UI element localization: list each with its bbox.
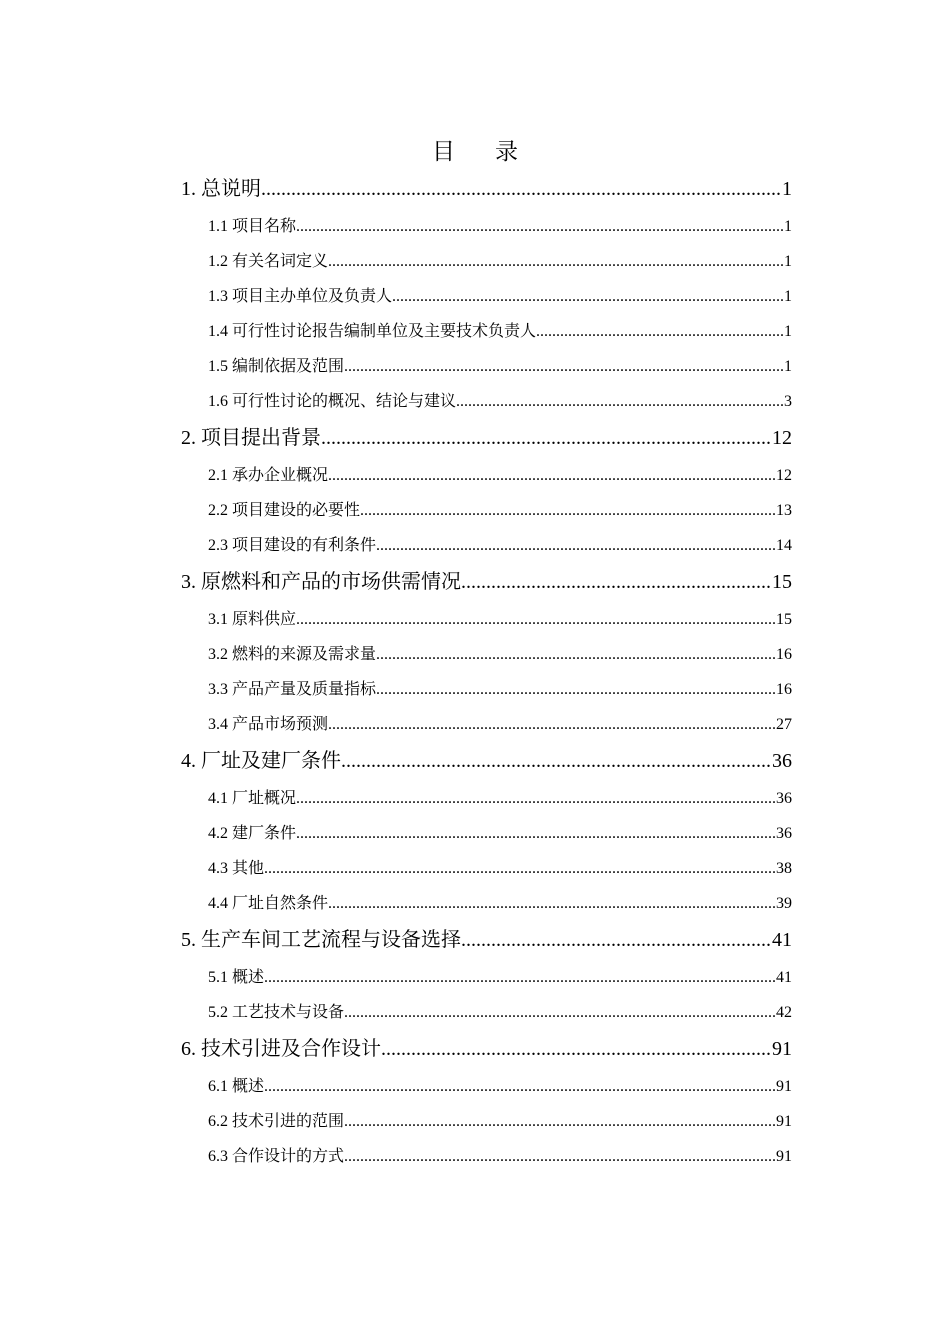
toc-page-number: 36 (776, 790, 792, 807)
toc-subsection-entry[interactable] (181, 672, 792, 707)
dot-leader (344, 1139, 776, 1174)
toc-subsection-entry[interactable] (181, 209, 792, 244)
toc-page-number: 1 (784, 288, 792, 305)
toc-subsection-entry[interactable] (181, 1069, 792, 1104)
dot-leader (321, 419, 772, 458)
toc-entry-label: 3. 原燃料和产品的市场供需情况 (181, 571, 461, 593)
toc-entry-label: 2.3 项目建设的有利条件 (208, 537, 377, 554)
toc-page-number: 36 (772, 750, 792, 772)
dot-leader (376, 672, 776, 707)
toc-subsection-entry[interactable] (181, 995, 792, 1030)
toc-entry-label: 1.3 项目主办单位及负责人 (208, 288, 393, 305)
toc-entry-label: 1. 总说明 (181, 178, 261, 200)
dot-leader (344, 1104, 776, 1139)
toc-page-number: 39 (776, 895, 792, 912)
dot-leader (328, 886, 776, 921)
dot-leader (456, 384, 784, 419)
toc-section-entry[interactable] (181, 170, 792, 209)
toc-page-number: 36 (776, 825, 792, 842)
toc-page-number: 38 (776, 860, 792, 877)
toc-page-number: 41 (772, 929, 792, 951)
toc-section-entry[interactable] (181, 419, 792, 458)
dot-leader (328, 244, 784, 279)
toc-entry-label: 4.1 厂址概况 (208, 790, 297, 807)
toc-entry-label: 4. 厂址及建厂条件 (181, 750, 341, 772)
toc-entry-label: 6. 技术引进及合作设计 (181, 1038, 381, 1060)
toc-entry-label: 5.1 概述 (208, 969, 265, 986)
table-of-contents (181, 170, 792, 1174)
toc-subsection-entry[interactable] (181, 528, 792, 563)
toc-section-entry[interactable] (181, 742, 792, 781)
toc-entry-label: 4.3 其他 (208, 860, 265, 877)
toc-subsection-entry[interactable] (181, 816, 792, 851)
toc-page-number: 1 (782, 178, 792, 200)
dot-leader (296, 602, 776, 637)
dot-leader (461, 563, 772, 602)
toc-entry-label: 3.1 原料供应 (208, 611, 297, 628)
toc-subsection-entry[interactable] (181, 637, 792, 672)
dot-leader (376, 637, 776, 672)
toc-entry-label: 3.3 产品产量及质量指标 (208, 681, 377, 698)
toc-page-number: 13 (776, 502, 792, 519)
toc-subsection-entry[interactable] (181, 960, 792, 995)
toc-entry-label: 1.4 可行性讨论报告编制单位及主要技术负责人 (208, 323, 537, 340)
toc-page-number: 1 (784, 358, 792, 375)
toc-section-entry[interactable] (181, 1030, 792, 1069)
toc-entry-label: 3.4 产品市场预测 (208, 716, 329, 733)
toc-entry-label: 3.2 燃料的来源及需求量 (208, 646, 377, 663)
toc-subsection-entry[interactable] (181, 1104, 792, 1139)
toc-page-number: 3 (784, 393, 792, 410)
toc-page-number: 91 (776, 1148, 792, 1165)
toc-entry-label: 6.3 合作设计的方式 (208, 1148, 345, 1165)
toc-entry-label: 6.1 概述 (208, 1078, 265, 1095)
dot-leader (264, 851, 776, 886)
toc-entry-label: 5. 生产车间工艺流程与设备选择 (181, 929, 461, 951)
toc-title-right: 录 (495, 139, 518, 164)
toc-page-number: 12 (772, 427, 792, 449)
toc-section-entry[interactable] (181, 921, 792, 960)
toc-page-number: 91 (776, 1113, 792, 1130)
toc-page-number: 42 (776, 1004, 792, 1021)
toc-page-number: 15 (772, 571, 792, 593)
dot-leader (392, 279, 784, 314)
toc-subsection-entry[interactable] (181, 851, 792, 886)
toc-subsection-entry[interactable] (181, 602, 792, 637)
dot-leader (296, 816, 776, 851)
toc-entry-label: 1.1 项目名称 (208, 218, 297, 235)
toc-page-number: 41 (776, 969, 792, 986)
dot-leader (344, 995, 776, 1030)
toc-page-number: 16 (776, 646, 792, 663)
toc-title-left: 目 (432, 139, 455, 164)
toc-page-number: 16 (776, 681, 792, 698)
toc-subsection-entry[interactable] (181, 458, 792, 493)
dot-leader (264, 960, 776, 995)
dot-leader (261, 170, 782, 209)
dot-leader (264, 1069, 776, 1104)
toc-subsection-entry[interactable] (181, 314, 792, 349)
toc-entry-label: 1.2 有关名词定义 (208, 253, 329, 270)
toc-subsection-entry[interactable] (181, 781, 792, 816)
toc-page-number: 1 (784, 253, 792, 270)
dot-leader (296, 781, 776, 816)
dot-leader (461, 921, 772, 960)
toc-subsection-entry[interactable] (181, 349, 792, 384)
toc-entry-label: 1.6 可行性讨论的概况、结论与建议 (208, 393, 457, 410)
dot-leader (328, 707, 776, 742)
dot-leader (536, 314, 784, 349)
toc-subsection-entry[interactable] (181, 279, 792, 314)
dot-leader (341, 742, 772, 781)
toc-entry-label: 1.5 编制依据及范围 (208, 358, 345, 375)
dot-leader (381, 1030, 772, 1069)
toc-section-entry[interactable] (181, 563, 792, 602)
toc-entry-label: 5.2 工艺技术与设备 (208, 1004, 345, 1021)
dot-leader (296, 209, 784, 244)
toc-page-number: 91 (772, 1038, 792, 1060)
toc-entry-label: 4.4 厂址自然条件 (208, 895, 329, 912)
toc-entry-label: 2. 项目提出背景 (181, 427, 321, 449)
toc-entry-label: 4.2 建厂条件 (208, 825, 297, 842)
toc-page-number: 15 (776, 611, 792, 628)
toc-page-number: 14 (776, 537, 792, 554)
dot-leader (344, 349, 784, 384)
toc-entry-label: 2.2 项目建设的必要性 (208, 502, 361, 519)
dot-leader (328, 458, 776, 493)
toc-subsection-entry[interactable] (181, 384, 792, 419)
toc-entry-label: 2.1 承办企业概况 (208, 467, 329, 484)
toc-page-number: 1 (784, 218, 792, 235)
toc-page-number: 1 (784, 323, 792, 340)
toc-title (0, 133, 950, 166)
dot-leader (376, 528, 776, 563)
toc-page-number: 27 (776, 716, 792, 733)
toc-page-number: 12 (776, 467, 792, 484)
toc-subsection-entry[interactable] (181, 1139, 792, 1174)
toc-subsection-entry[interactable] (181, 707, 792, 742)
toc-page-number: 91 (776, 1078, 792, 1095)
toc-subsection-entry[interactable] (181, 244, 792, 279)
toc-subsection-entry[interactable] (181, 886, 792, 921)
toc-entry-label: 6.2 技术引进的范围 (208, 1113, 345, 1130)
dot-leader (360, 493, 776, 528)
toc-subsection-entry[interactable] (181, 493, 792, 528)
